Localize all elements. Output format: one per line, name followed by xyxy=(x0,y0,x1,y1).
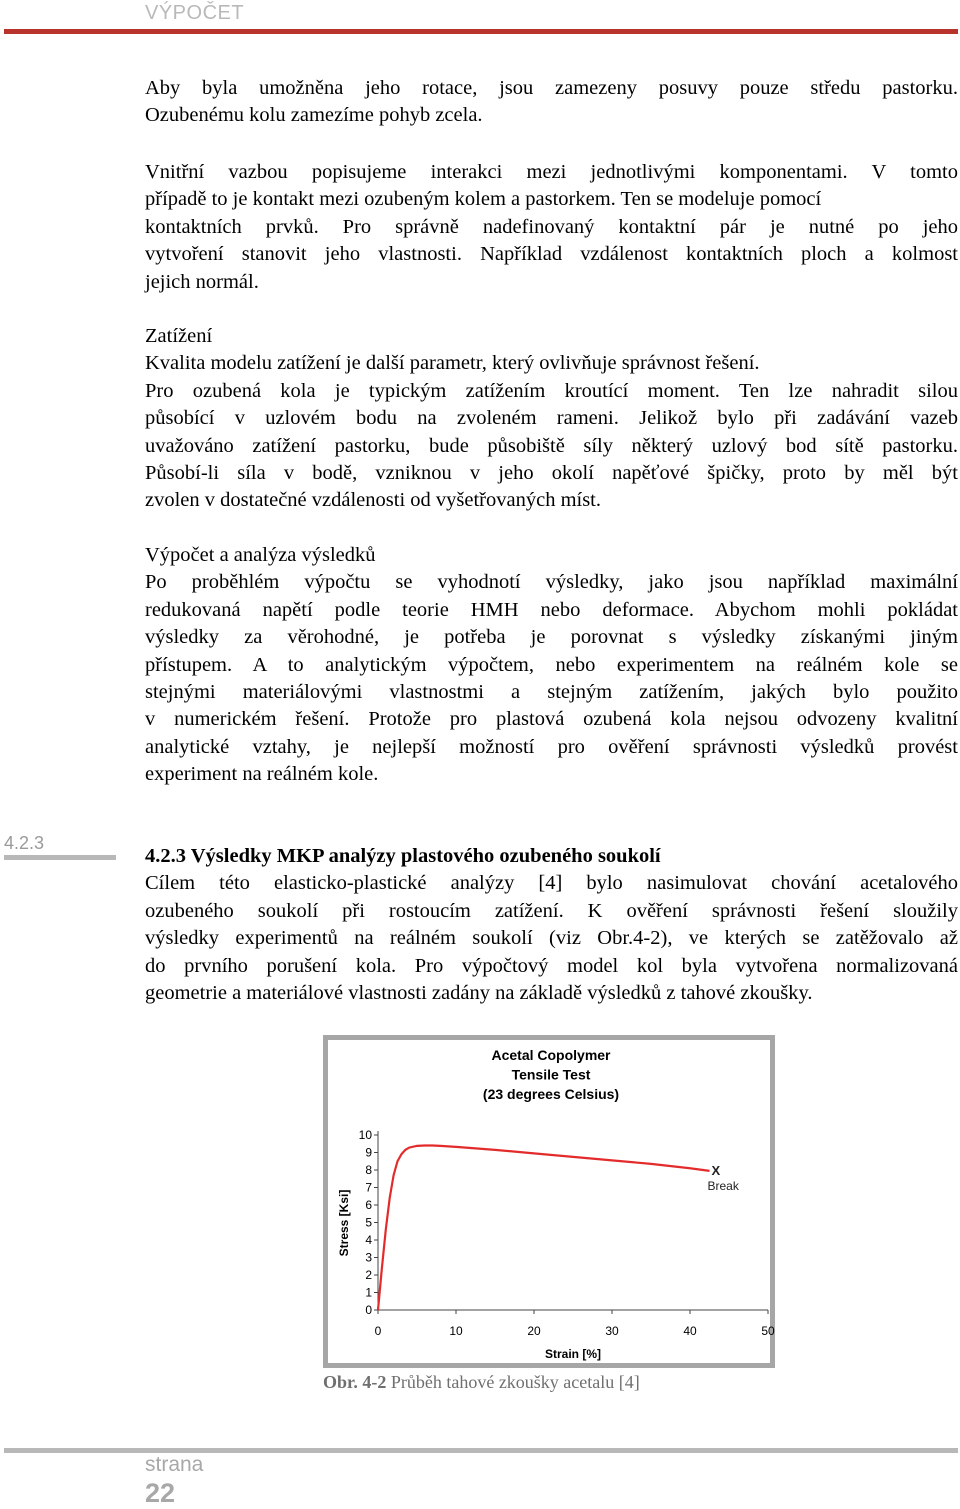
header-rule xyxy=(4,29,958,34)
y-tick-label: 10 xyxy=(358,1128,372,1142)
subheading-load: Zatížení xyxy=(145,325,213,347)
figure-caption-number: Obr. 4-2 xyxy=(323,1372,387,1392)
y-tick-label: 1 xyxy=(365,1285,372,1300)
y-tick-label: 8 xyxy=(365,1163,372,1177)
y-axis-label: Stress [Ksi] xyxy=(337,1189,351,1257)
x-tick-label: 0 xyxy=(374,1324,382,1338)
y-tick-label: 4 xyxy=(365,1233,372,1247)
chart-title-line: Tensile Test xyxy=(511,1066,591,1083)
tensile-test-figure xyxy=(323,1035,775,1368)
x-tick-label: 10 xyxy=(449,1324,463,1338)
paragraph-load xyxy=(145,323,958,515)
subheading-analysis: Výpočet a analýza výsledků xyxy=(145,544,376,566)
footer-page-label: strana xyxy=(145,1453,204,1476)
x-tick-label: 40 xyxy=(683,1324,697,1338)
paragraph-internal-constraints xyxy=(145,159,958,296)
paragraph-analysis xyxy=(145,542,958,789)
x-tick-label: 20 xyxy=(527,1324,541,1338)
section-body xyxy=(145,843,958,1007)
text-line: zvolen v dostatečné vzdálenosti od vyšetřovaných míst. xyxy=(145,489,602,512)
text-line: Po proběhlém výpočtu se vyhodnotí výsledky, jako jsou například maximální xyxy=(145,571,958,594)
text-line: uvažováno zatížení pastorku, bude působiště síly některý uzlový bod sítě pastorku. xyxy=(145,434,958,457)
x-tick-label: 50 xyxy=(761,1324,775,1338)
section-side-number: 4.2.3 xyxy=(4,833,45,853)
chart-title-line: (23 degrees Celsius) xyxy=(482,1086,620,1102)
chart-title-line: Acetal Copolymer xyxy=(491,1047,611,1063)
text-line: stejnými materiálovými vlastnostmi a stejným zatížením, jakých bylo použito xyxy=(145,681,958,704)
running-header-title: VÝPOČET xyxy=(145,2,245,24)
text-line: jejich normál. xyxy=(145,270,259,293)
text-line: Pro ozubená kola je typickým zatížením kroutící moment. Ten lze nahradit silou xyxy=(145,379,958,402)
figure-caption xyxy=(323,1372,640,1393)
figure-caption-text: Průběh tahové zkoušky acetalu [4] xyxy=(390,1372,640,1392)
text-line: Ozubenému kolu zamezíme pohyb zcela. xyxy=(145,104,483,127)
tensile-test-chart xyxy=(328,1040,775,1363)
paragraph-supports xyxy=(145,75,958,130)
text-line: geometrie a materiálové vlastnosti zadány na základě výsledků z tahové zkoušky. xyxy=(145,982,813,1005)
text-line: působící v uzlovém bodu na zvoleném rameni. Jelikož bylo při zadávání vazeb xyxy=(145,407,958,430)
y-tick-label: 2 xyxy=(365,1268,372,1282)
footer-page-number: 22 xyxy=(145,1478,176,1508)
text-line: analytické vztahy, je nejlepší možností pro ověření správnosti výsledků provést xyxy=(145,735,958,758)
section-title: 4.2.3 Výsledky MKP analýzy plastového ozubeného soukolí xyxy=(145,845,661,867)
text-line: výsledky experimentů na reálném soukolí (viz Obr.4-2), ve kterých se zatěžovalo až xyxy=(145,927,958,950)
text-line: redukovaná napětí podle teorie HMH nebo deformace. Abychom mohli pokládat xyxy=(145,598,958,621)
text-line: výsledky za věrohodné, je potřeba je porovnat s výsledky získanými jiným xyxy=(145,626,958,649)
text-line: Vnitřní vazbou popisujeme interakci mezi jednotlivými komponentami. V tomto xyxy=(145,161,958,183)
y-tick-label: 3 xyxy=(365,1250,372,1265)
text-line: ozubeného soukolí při rostoucím zatížení. K ověření správnosti řešení sloužily xyxy=(145,899,958,922)
text-line: Působí-li síla v bodě, vzniknou v jeho okolí napěťové špičky, proto by měl být xyxy=(145,462,958,485)
y-tick-label: 6 xyxy=(365,1198,372,1212)
text-line: do prvního porušení kola. Pro výpočtový model kol byla vytvořena normalizovaná xyxy=(145,954,958,977)
text-line: přístupem. A to analytickým výpočtem, nebo experimentem na reálném kole se xyxy=(145,653,958,676)
text-line: vytvoření stanovit jeho vlastnosti. Například vzdálenost kontaktních ploch a kolmost xyxy=(145,243,958,266)
break-marker: X xyxy=(711,1162,721,1178)
break-label: Break xyxy=(707,1178,739,1193)
x-axis-label: Strain [%] xyxy=(544,1347,602,1361)
text-line: Aby byla umožněna jeho rotace, jsou zamezeny posuvy pouze středu pastorku. xyxy=(145,77,958,99)
text-line: případě to je kontakt mezi ozubeným kolem a pastorkem. Ten se modeluje pomocí xyxy=(145,188,822,211)
y-tick-label: 0 xyxy=(365,1303,372,1317)
y-tick-label: 9 xyxy=(365,1145,372,1160)
stress-strain-curve xyxy=(378,1146,710,1311)
y-tick-label: 7 xyxy=(365,1180,372,1195)
text-line: kontaktních prvků. Pro správně nadefinovaný kontaktní pár je nutné po jeho xyxy=(145,215,958,238)
x-tick-label: 30 xyxy=(605,1324,619,1338)
text-line: v numerickém řešení. Protože pro plastová ozubená kola nejsou odvozeny kvalitní xyxy=(145,708,958,731)
text-line: experiment na reálném kole. xyxy=(145,763,379,786)
text-line: Kvalita modelu zatížení je další parametr, který ovlivňuje správnost řešení. xyxy=(145,352,760,375)
text-line: Cílem této elasticko-plastické analýzy [4] bylo nasimulovat chování acetalového xyxy=(145,872,958,895)
section-side-rule xyxy=(4,855,116,860)
y-tick-label: 5 xyxy=(365,1215,372,1230)
